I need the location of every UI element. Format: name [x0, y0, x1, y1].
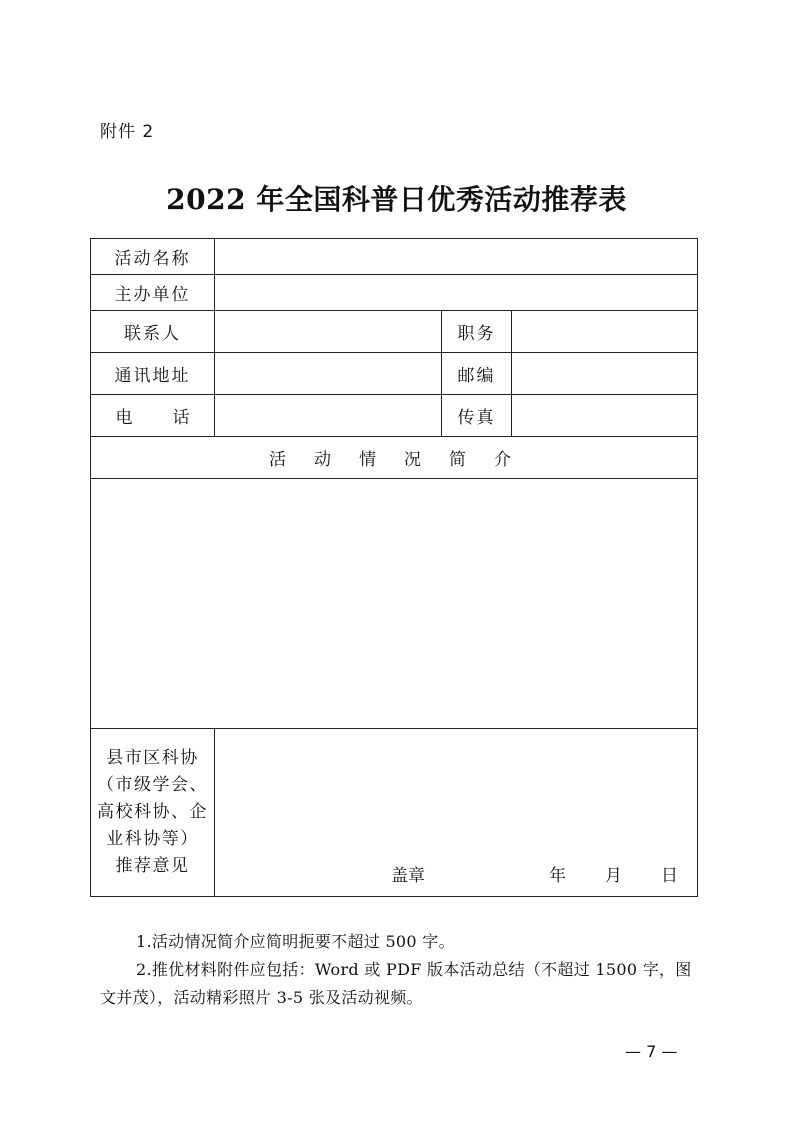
attachment-label: 附件 2 — [100, 122, 155, 142]
recommendation-form-table — [90, 238, 698, 897]
month-label: 月 — [605, 866, 622, 886]
summary-content-field[interactable] — [91, 479, 698, 729]
page-number: — 7 — — [625, 1042, 678, 1061]
position-field[interactable] — [512, 311, 698, 353]
note-item: 1.活动情况简介应简明扼要不超过 500 字。 — [136, 932, 455, 951]
recommendation-opinion-field[interactable] — [215, 729, 698, 897]
activity-name-row — [91, 239, 698, 275]
year-label: 年 — [549, 866, 566, 886]
recommendation-row — [91, 729, 698, 897]
activity-name-label: 活动名称 — [91, 239, 215, 275]
notes — [100, 928, 700, 1012]
address-field[interactable] — [215, 353, 442, 395]
summary-section-row — [91, 437, 698, 479]
day-label: 日 — [661, 866, 678, 886]
address-row — [91, 353, 698, 395]
recommendation-label-line: 县市区科协 — [106, 748, 199, 768]
address-label: 通讯地址 — [91, 353, 215, 395]
phone-label-char-2: 话 — [172, 408, 190, 428]
fax-label: 传真 — [442, 395, 512, 437]
postcode-label: 邮编 — [442, 353, 512, 395]
summary-content-row — [91, 479, 698, 729]
phone-label — [91, 395, 215, 437]
note-item: 2.推优材料附件应包括：Word 或 PDF 版本活动总结（不超过 1500 字，图文并茂），活动精彩照片 3-5 张及活动视频。 — [100, 960, 692, 1007]
contact-label: 联系人 — [91, 311, 215, 353]
contact-row — [91, 311, 698, 353]
recommendation-label — [91, 729, 215, 897]
contact-field[interactable] — [215, 311, 442, 353]
summary-section-title: 活动情况简介 — [91, 437, 698, 479]
fax-field[interactable] — [512, 395, 698, 437]
recommendation-label-line: （市级学会、 — [97, 775, 208, 795]
activity-name-field[interactable] — [215, 239, 698, 275]
organizer-label: 主办单位 — [91, 275, 215, 311]
recommendation-label-line: 推荐意见 — [115, 856, 190, 876]
recommendation-label-line: 高校科协、企 — [97, 802, 208, 822]
phone-row — [91, 395, 698, 437]
phone-field[interactable] — [215, 395, 442, 437]
phone-label-char-1: 电 — [115, 408, 133, 428]
recommendation-label-line: 业科协等） — [106, 829, 199, 849]
postcode-field[interactable] — [512, 353, 698, 395]
seal-label: 盖章 — [391, 866, 425, 886]
organizer-field[interactable] — [215, 275, 698, 311]
position-label: 职务 — [442, 311, 512, 353]
organizer-row — [91, 275, 698, 311]
page-title: 2022 年全国科普日优秀活动推荐表 — [166, 183, 627, 216]
